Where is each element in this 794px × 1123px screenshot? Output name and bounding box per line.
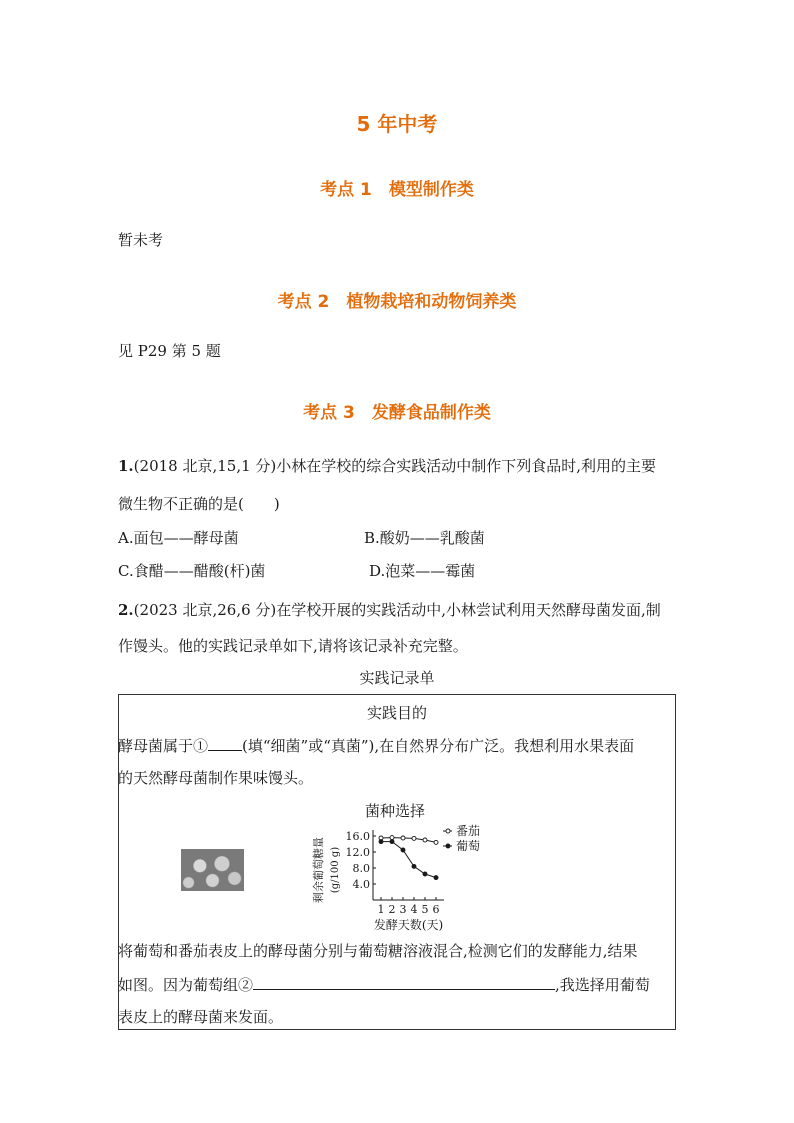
legend-label: 番茄	[456, 824, 481, 838]
result-line-1: 将葡萄和番茄表皮上的酵母菌分别与葡萄糖溶液混合,检测它们的发酵能力,结果	[118, 942, 638, 960]
q1-option-c: C.食醋——醋酸(杆)菌	[118, 562, 266, 580]
q1-line-1	[118, 456, 656, 476]
section-heading-3: 考点 3 发酵食品制作类	[303, 403, 491, 423]
section-note-2: 见 P29 第 5 题	[118, 342, 221, 360]
x-tick-label: 2	[388, 903, 396, 916]
q2-stem-2: 作馒头。他的实践记录单如下,请将该记录补充完整。	[118, 637, 468, 655]
x-tick-label: 5	[421, 903, 429, 916]
q2-stem-1: (2023 北京,26,6 分)在学校开展的实践活动中,小林尝试利用天然酵母菌发面,制	[133, 601, 661, 619]
y-tick-label: 16.0	[345, 830, 370, 843]
data-point	[379, 840, 383, 844]
legend-marker	[446, 844, 450, 848]
purpose-line-1	[118, 735, 634, 756]
legend-label: 葡萄	[456, 839, 481, 853]
q2-line-1	[118, 600, 661, 620]
result-text-2a: 如图。因为葡萄组②	[118, 976, 254, 994]
q1-stem-2: 微生物不正确的是( )	[118, 495, 280, 513]
y-axis-unit: (g/100 g)	[330, 846, 341, 894]
section-note-1: 暂未考	[118, 231, 164, 249]
answer-blank-2[interactable]	[253, 974, 555, 990]
y-tick-label: 4.0	[352, 878, 370, 891]
legend-marker	[446, 829, 450, 833]
data-point	[434, 876, 438, 880]
data-point	[390, 836, 394, 840]
y-tick-label: 12.0	[345, 846, 370, 859]
data-point	[401, 836, 405, 840]
q1-option-b: B.酸奶——乳酸菌	[364, 529, 485, 547]
x-tick-label: 1	[377, 903, 385, 916]
y-axis-label: 剩余葡萄糖量	[312, 837, 325, 903]
purpose-text-1b: (填“细菌”或“真菌”),在自然界分布广泛。我想利用水果表面	[242, 737, 635, 755]
data-point	[401, 848, 405, 852]
purpose-line-2: 的天然酵母菌制作果味馒头。	[118, 769, 314, 787]
record-title: 实践记录单	[359, 669, 435, 687]
x-tick-label: 3	[399, 903, 407, 916]
q1-number: 1.	[118, 457, 134, 475]
data-point	[423, 838, 427, 842]
yeast-micrograph	[181, 849, 244, 891]
purpose-text-1a: 酵母菌属于①	[118, 737, 209, 755]
result-line-3: 表皮上的酵母菌来发面。	[118, 1008, 284, 1026]
x-tick-label: 6	[432, 903, 440, 916]
section-heading-2: 考点 2 植物栽培和动物饲养类	[277, 292, 517, 312]
result-line-2	[118, 974, 650, 995]
data-point	[434, 840, 438, 844]
x-axis-label: 发酵天数(天)	[373, 918, 444, 932]
q1-option-a: A.面包——酵母菌	[118, 529, 239, 547]
y-tick-label: 8.0	[352, 862, 370, 875]
result-text-2b: ,我选择用葡萄	[555, 976, 650, 994]
fermentation-chart	[300, 822, 510, 934]
x-tick-label: 4	[410, 903, 418, 916]
series-line-1	[381, 842, 436, 878]
q1-option-d: D.泡菜——霉菌	[369, 562, 476, 580]
section-heading-1: 考点 1 模型制作类	[320, 180, 474, 200]
q1-stem-1: (2018 北京,15,1 分)小林在学校的综合实践活动中制作下列食品时,利用的主要	[133, 457, 657, 475]
data-point	[423, 872, 427, 876]
data-point	[412, 864, 416, 868]
page-title: 5 年中考	[356, 112, 438, 136]
data-point	[390, 840, 394, 844]
answer-blank-1[interactable]	[208, 735, 242, 751]
selection-title: 菌种选择	[365, 802, 426, 820]
data-point	[412, 836, 416, 840]
q2-number: 2.	[118, 601, 134, 619]
purpose-title: 实践目的	[366, 704, 427, 722]
